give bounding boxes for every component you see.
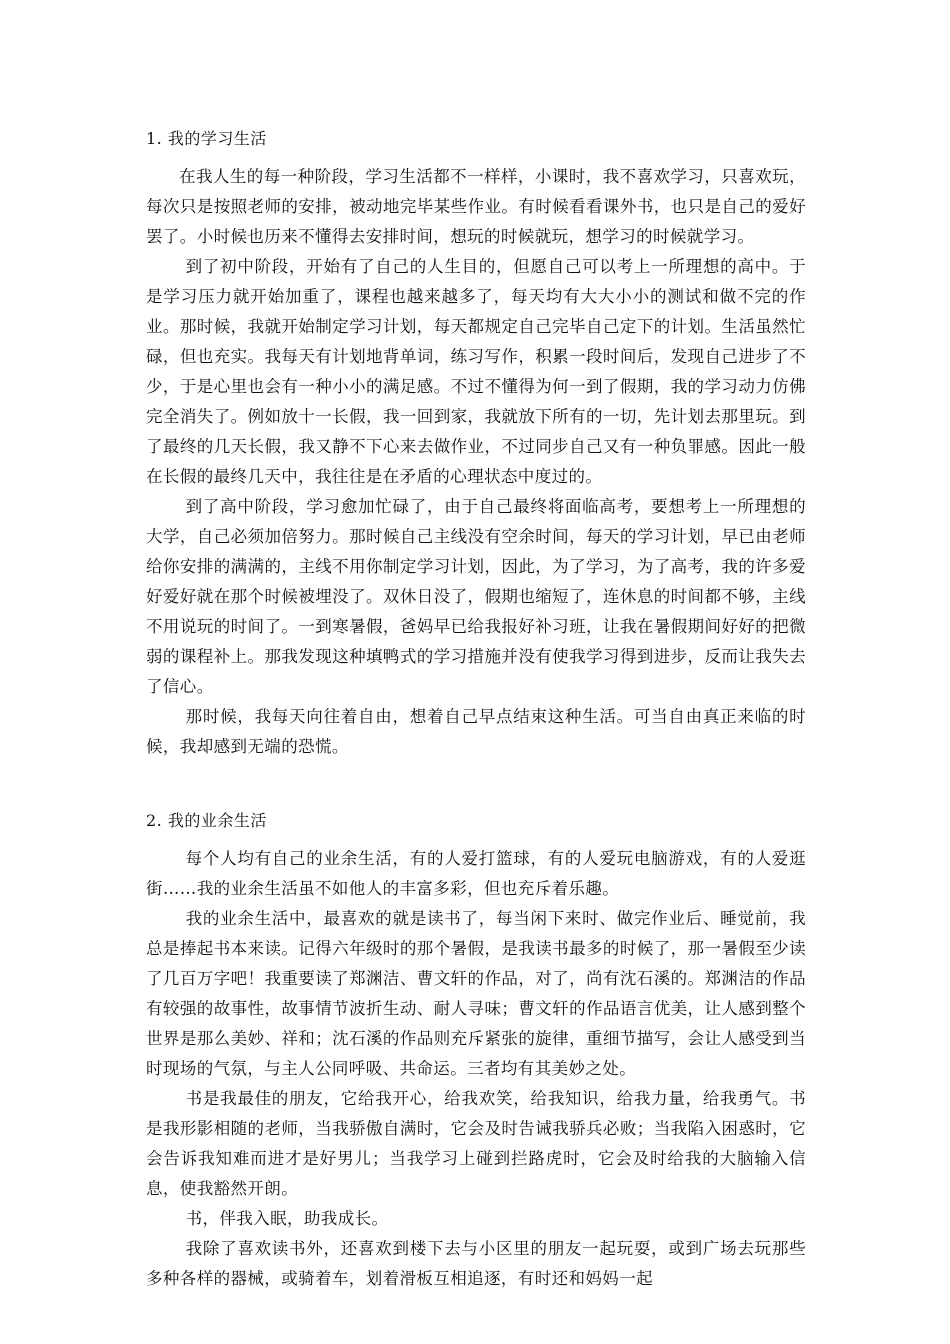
paragraph: 每个人均有自己的业余生活，有的人爱打篮球，有的人爱玩电脑游戏，有的人爱逛街……我的业余生活虽不如他人的丰富多彩，但也充斥着乐趣。: [146, 849, 806, 898]
paragraph: 到了高中阶段，学习愈加忙碌了，由于自己最终将面临高考，要想考上一所理想的大学，自己必须加倍努力。那时候自己主线没有空余时间，每天的学习计划，早已由老师给你安排的满满的，主线不用你制定学习计划，因此，为了学习，为了高考，我的许多爱好爱好就在那个时候被埋没了。双休日没了，假期也缩短了，连休息的时间都不够，主线不用说玩的时间了。一到寒暑假，爸妈早已给我报好补习班，让我在暑假期间好好的把微弱的课程补上。那我发现这种填鸭式的学习措施并没有使我学习得到进步，反而让我失去了信心。: [146, 497, 806, 696]
section-leisure-life: [146, 808, 806, 1294]
paragraph: 我除了喜欢读书外，还喜欢到楼下去与小区里的朋友一起玩耍，或到广场去玩那些多种各样的器械，或骑着车，划着滑板互相追逐，有时还和妈妈一起: [146, 1239, 806, 1288]
paragraph: 我的业余生活中，最喜欢的就是读书了，每当闲下来时、做完作业后、睡觉前，我总是捧起书本来读。记得六年级时的那个暑假，是我读书最多的时候了，那一暑假至少读了几百万字吧！我重要读了郑渊洁、曹文轩的作品，对了，尚有沈石溪的。郑渊洁的作品有较强的故事性，故事情节波折生动、耐人寻味；曹文轩的作品语言优美，让人感到整个世界是那么美妙、祥和；沈石溪的作品则充斥紧张的旋律，重细节描写，会让人感受到当时现场的气氛，与主人公同呼吸、共命运。三者均有其美妙之处。: [146, 909, 806, 1078]
paragraph: 书是我最佳的朋友，它给我开心，给我欢笑，给我知识，给我力量，给我勇气。书是我形影相随的老师，当我骄傲自满时，它会及时告诫我骄兵必败；当我陷入困惑时，它会告诉我知难而进才是好男儿；当我学习上碰到拦路虎时，它会及时给我的大脑输入信息，使我豁然开朗。: [146, 1089, 806, 1198]
paragraph: 在我人生的每一种阶段，学习生活都不一样样，小课时，我不喜欢学习，只喜欢玩，每次只是按照老师的安排，被动地完毕某些作业。有时候看看课外书，也只是自己的爱好罢了。小时候也历来不懂得去安排时间，想玩的时候就玩，想学习的时候就学习。: [146, 167, 806, 246]
section-study-life: [146, 126, 806, 762]
document-body: [146, 126, 806, 1294]
paragraph: 那时候，我每天向往着自由，想着自己早点结束这种生活。可当自由真正来临的时候，我却感到无端的恐慌。: [146, 707, 806, 756]
section-heading: 1. 我的学习生活: [146, 129, 267, 148]
paragraph: 书，伴我入眠，助我成长。: [185, 1209, 389, 1228]
paragraph: 到了初中阶段，开始有了自己的人生目的，但愿自己可以考上一所理想的高中。于是学习压力就开始加重了，课程也越来越多了，每天均有大大小小的测试和做不完的作业。那时候，我就开始制定学习计划，每天都规定自己完毕自己定下的计划。生活虽然忙碌，但也充实。我每天有计划地背单词，练习写作，积累一段时间后，发现自己进步了不少，于是心里也会有一种小小的满足感。不过不懂得为何一到了假期，我的学习动力仿佛完全消失了。例如放十一长假，我一回到家，我就放下所有的一切，先计划去那里玩。到了最终的几天长假，我又静不下心来去做作业，不过同步自己又有一种负罪感。因此一般在长假的最终几天中，我往往是在矛盾的心理状态中度过的。: [146, 257, 806, 486]
section-heading: 2. 我的业余生活: [146, 811, 267, 830]
